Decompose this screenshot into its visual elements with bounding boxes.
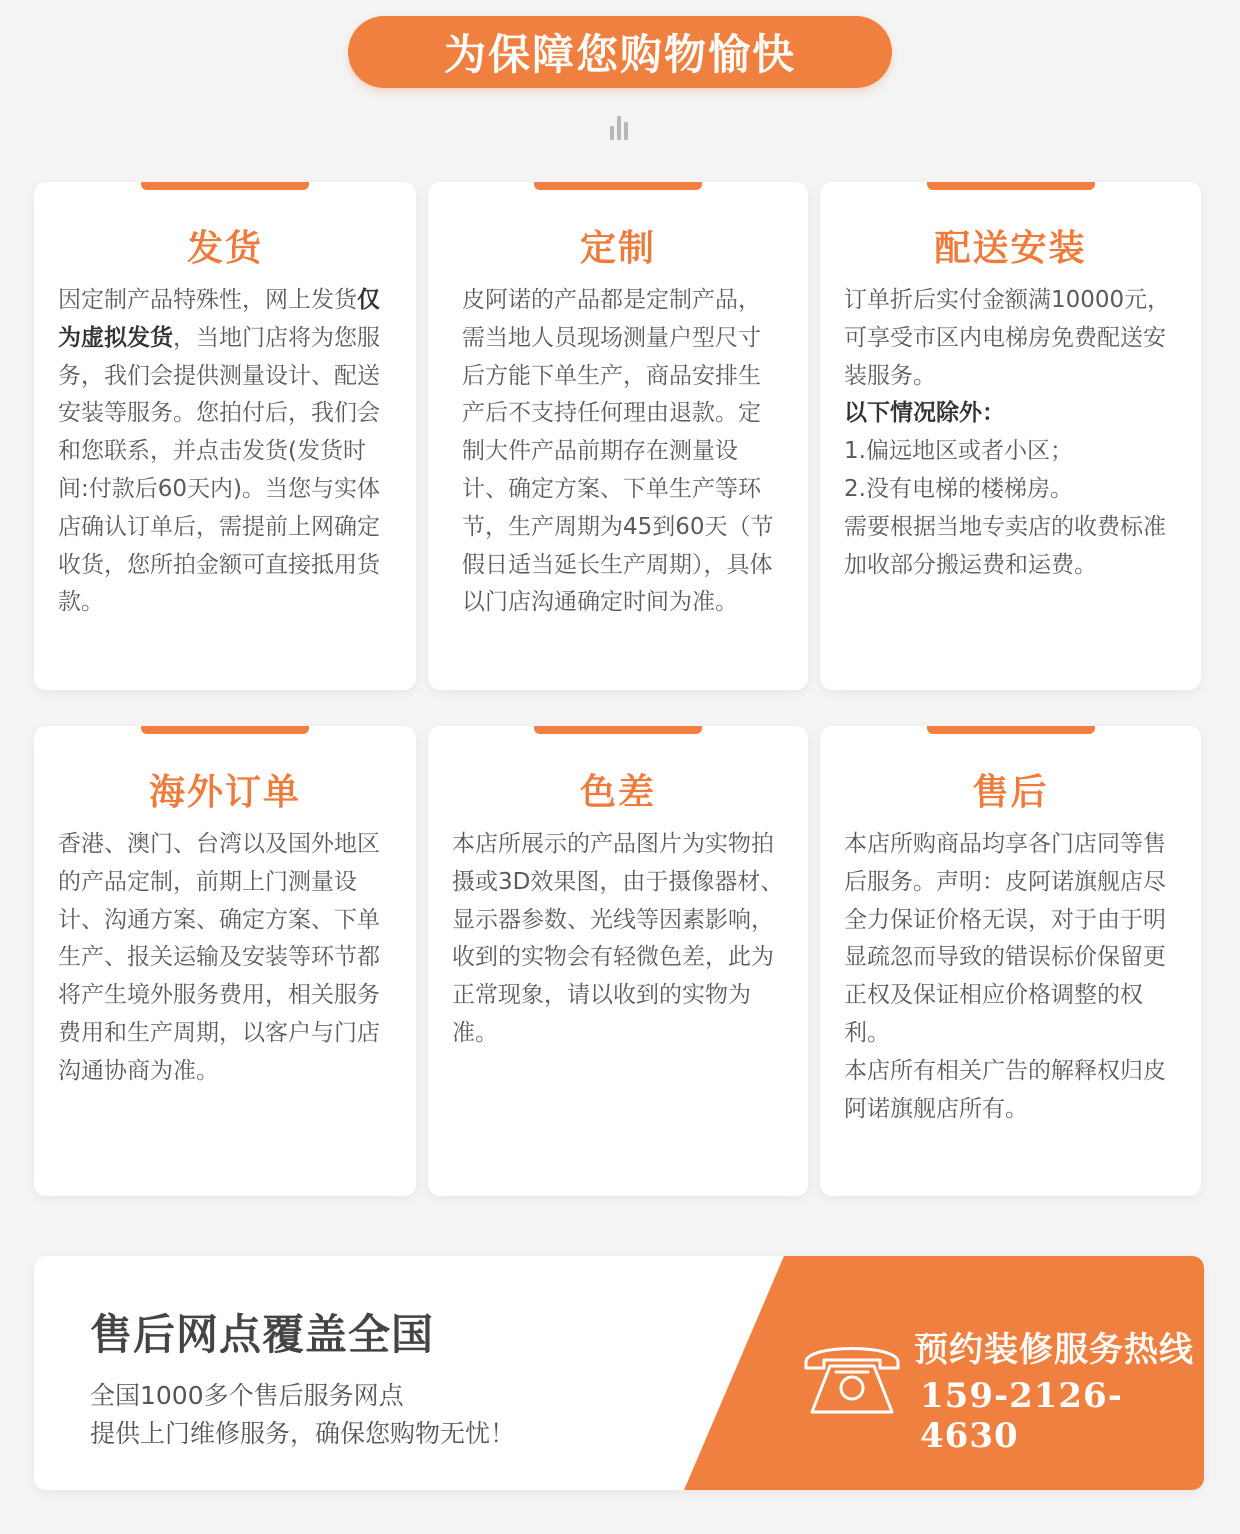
card-paragraph: 2.没有电梯的楼梯房。 (844, 475, 1073, 502)
card-title: 定制 (579, 228, 656, 269)
card-shipping (34, 182, 416, 690)
card-overseas-orders (34, 726, 416, 1196)
card-title: 发货 (186, 228, 263, 269)
card-customization (428, 182, 808, 690)
card-tab (141, 726, 309, 734)
card-title: 色差 (579, 772, 656, 813)
card-tab (927, 726, 1095, 734)
header-banner (348, 16, 892, 88)
hotline-label: 预约装修服务热线 (914, 1330, 1194, 1370)
card-color-difference (428, 726, 808, 1196)
service-coverage-panel (34, 1256, 1204, 1490)
card-paragraph: 1.偏远地区或者小区； (844, 438, 1073, 465)
card-paragraph: 香港、澳门、台湾以及国外地区的产品定制，前期上门测量设计、沟通方案、确定方案、下单生产、报关运输及安装等环节都将产生境外服务费用，相关服务费用和生产周期，以客户与门店沟通协商为准。 (58, 831, 380, 1084)
hotline-number[interactable]: 159-2126-4630 (920, 1376, 1123, 1456)
card-body (844, 826, 1181, 1128)
card-paragraph: 因定制产品特殊性，网上发货仅为虚拟发货，当地门店将为您服务，我们会提供测量设计、配送安装等服务。您拍付后，我们会和您联系，并点击发货(发货时间:付款后60天内)。当您与实体店确认订单后，需提前上网确定收货，您所拍金额可直接抵用货款。 (58, 287, 380, 616)
card-body (58, 826, 396, 1091)
card-title: 售后 (972, 772, 1049, 813)
service-line-1: 全国1000多个售后服务网点 (90, 1381, 404, 1410)
card-body (58, 282, 396, 622)
banner-title: 为保障您购物愉快 (443, 30, 796, 79)
card-paragraph: 本店所展示的产品图片为实物拍摄或3D效果图，由于摄像器材、显示器参数、光线等因素影响，收到的实物会有轻微色差，此为正常现象，请以收到的实物为准。 (452, 831, 784, 1046)
card-title: 配送安装 (934, 228, 1087, 269)
card-paragraph: 订单折后实付金额满10000元，可享受市区内电梯房免费配送安装服务。 (844, 287, 1171, 389)
card-after-sales (820, 726, 1201, 1196)
service-title: 售后网点覆盖全国 (90, 1310, 435, 1359)
card-title: 海外订单 (148, 772, 301, 813)
card-body (844, 282, 1181, 584)
card-paragraph: 需要根据当地专卖店的收费标准加收部分搬运费和运费。 (844, 513, 1166, 578)
telephone-icon (800, 1336, 904, 1416)
card-paragraph: 本店所购商品均享各门店同等售后服务。声明：皮阿诺旗舰店尽全力保证价格无误，对于由于明显疏忽而导致的错误标价保留更正权及保证相应价格调整的权利。 (844, 831, 1166, 1046)
card-tab (534, 726, 702, 734)
service-line-2: 提供上门维修服务，确保您购物无忧！ (90, 1419, 516, 1448)
card-tab (534, 182, 702, 190)
bar-chart-icon (610, 114, 634, 140)
card-delivery-installation (820, 182, 1201, 690)
card-tab (927, 182, 1095, 190)
card-paragraph: 皮阿诺的产品都是定制产品，需当地人员现场测量户型尺寸后方能下单生产，商品安排生产后不支持任何理由退款。定制大件产品前期存在测量设计、确定方案、下单生产等环节，生产周期为45到60天（节假日适当延长生产周期），具体以门店沟通确定时间为准。 (462, 287, 774, 616)
card-paragraph: 以下情况除外： (844, 400, 1005, 427)
card-body (452, 826, 788, 1053)
card-tab (141, 182, 309, 190)
card-paragraph: 本店所有相关广告的解释权归皮阿诺旗舰店所有。 (844, 1057, 1166, 1122)
card-body (462, 282, 778, 622)
